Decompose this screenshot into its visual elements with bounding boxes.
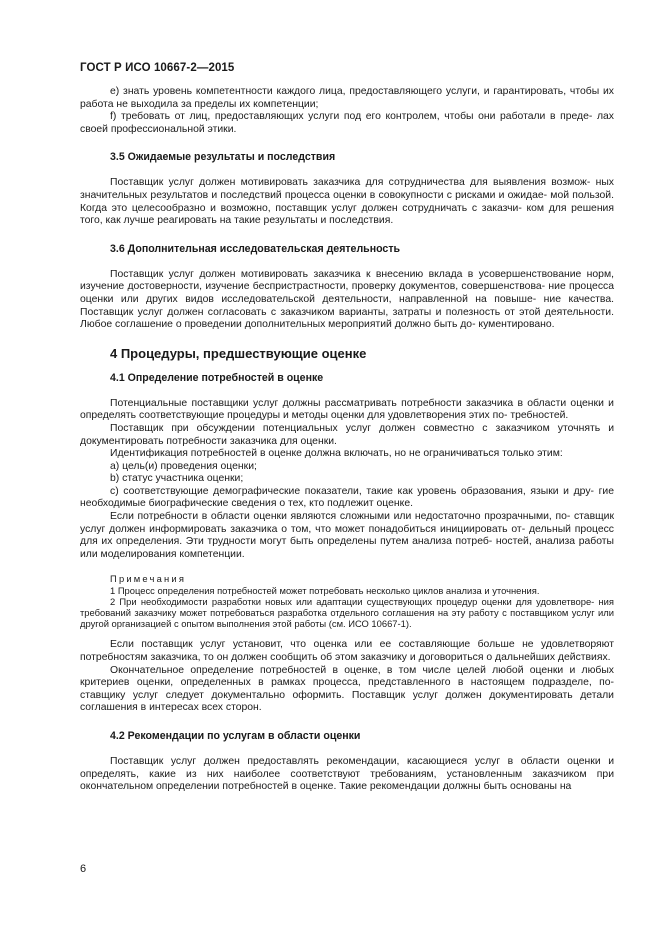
paragraph: Если потребности в области оценки являются сложными или недостаточно прозрачными, по- ставщик услуг должен информировать заказчика о том, что может понадобиться инициировать от- дельный процесс для их определения. Эти трудности могут быть определены путем анализа потреб- ностей, анализа работы или моделирования компетенции. — [80, 511, 614, 560]
notes-title: Примечания — [110, 573, 187, 585]
paragraph: Идентификация потребностей в оценке должна включать, но не ограничиваться только этим: — [110, 448, 563, 460]
document-body — [80, 86, 614, 794]
section-heading-4-2: 4.2 Рекомендации по услугам в области оценки — [110, 730, 361, 743]
paragraph: Поставщик услуг должен мотивировать заказчика к внесению вклада в усовершенствование норм, изучение достоверности, изучение беспристрастности, проверку документов, совершенствова- ние процесса оценки или других видов исследовательской деятельности, направленной на повыше- ние качества. Поставщик услуг должен согласовать с заказчиком варианты, затраты и полезность от этой деятельности. Любое соглашение о проведении дополнительных мероприятий должно быть до- кументировано. — [80, 268, 614, 331]
document-header: ГОСТ Р ИСО 10667-2—2015 — [80, 62, 235, 74]
paragraph: Если поставщик услуг установит, что оценка или ее составляющие больше не удовлетворяют потребностям заказчика, то он должен сообщить об этом заказчику и договориться о дальнейших действиях. — [80, 639, 614, 664]
list-item: a) цель(и) проведения оценки; — [110, 460, 257, 472]
note: 1 Процесс определения потребностей может потребовать несколько циклов анализа и уточнения. — [110, 584, 540, 596]
paragraph: Поставщик услуг должен мотивировать заказчика для сотрудничества для выявления возмож- ных значительных результатов и последствий процесса оценки в совокупности с рисками и ожидае- мой пользой. Когда это целесообразно и возможно, поставщик услуг должен сотрудничать с заказчи- ком для решения того, как лучше реагировать на такие результаты и последствия. — [80, 177, 614, 227]
section-heading-4-1: 4.1 Определение потребностей в оценке — [110, 371, 324, 384]
paragraph: Окончательное определение потребностей в оценке, в том числе целей любой оценки и любых критериев оценки, определенных в рамках процесса, представленного в настоящем подразделе, по- ставщику услуг следует документально оформить. Поставщик услуг должен документировать детали соглашения в интересах всех сторон. — [80, 664, 614, 714]
note: 2 При необходимости разработки новых или адаптации существующих процедур оценки для удовлетворе- ния требований заказчику может потребоваться разработка отдельного соглашения на эту работу с поставщиком услуг или другой организацией с опытом выполнения этой работы (см. ИСО 10667-1). — [80, 595, 614, 630]
paragraph: f) требовать от лиц, предоставляющих услуги под его контролем, чтобы они работали в преде- лах своей профессиональной этики. — [80, 111, 614, 135]
chapter-heading-4: 4 Процедуры, предшествующие оценке — [110, 345, 367, 361]
list-item: b) статус участника оценки; — [110, 473, 244, 485]
list-item: c) соответствующие демографические показатели, такие как уровень образования, языки и дру- гие необходимые биографические сведения о тех, кто подлежит оценке. — [80, 485, 614, 510]
section-heading-3-5: 3.5 Ожидаемые результаты и последствия — [110, 151, 336, 164]
section-heading-3-6: 3.6 Дополнительная исследовательская деятельность — [110, 242, 401, 255]
page-number: 6 — [80, 863, 87, 875]
paragraph: Потенциальные поставщики услуг должны рассматривать потребности заказчика в области оценки и определять соответствующие процедуры и методы оценки для удовлетворения этих по- требностей. — [80, 397, 614, 422]
paragraph: Поставщик услуг должен предоставлять рекомендации, касающиеся услуг в области оценки и определять, какие из них наиболее соответствуют требованиям, установленным заказчиком при окончательном определении потребностей в оценке. Такие рекомендации должны быть основаны на — [80, 756, 614, 793]
paragraph: e) знать уровень компетентности каждого лица, предоставляющего услуги, и гарантировать, чтобы их работа не выходила за пределы их компетенции; — [80, 86, 614, 110]
paragraph: Поставщик при обсуждении потенциальных услуг должен совместно с заказчиком уточнять и документировать потребности заказчика для оценки. — [80, 422, 614, 447]
